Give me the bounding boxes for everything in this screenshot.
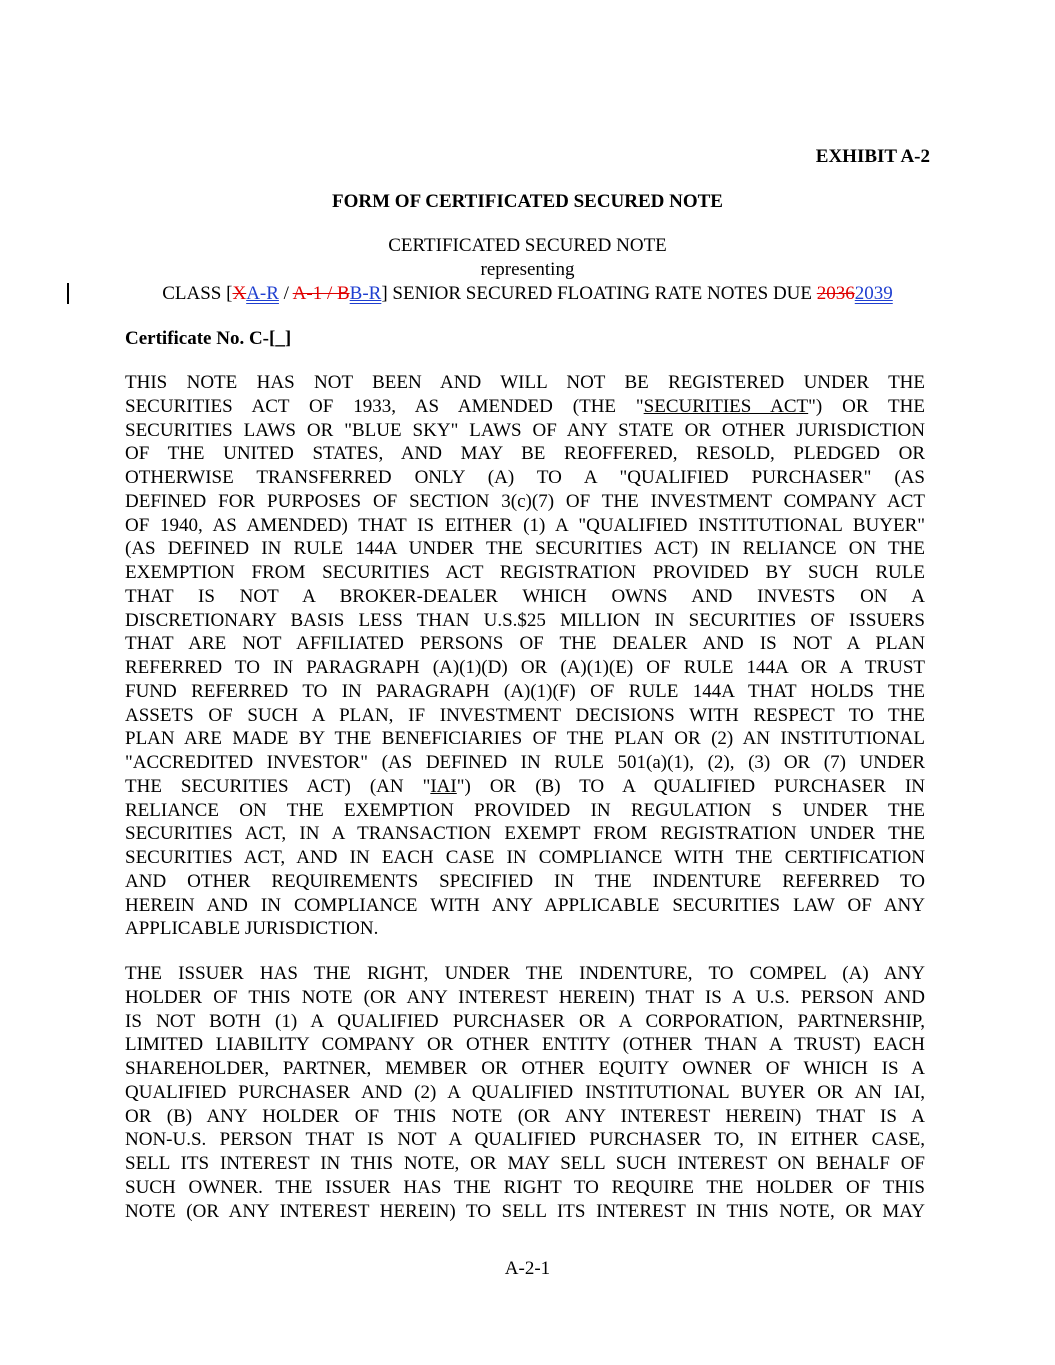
text-line: [125, 751, 925, 775]
representing-label: representing: [480, 259, 575, 280]
text-segment: ") OR (B) TO A QUALIFIED PURCHASER IN: [456, 775, 925, 797]
text-segment: OF THE UNITED STATES, AND MAY BE REOFFERED, RESOLD, PLEDGED OR: [125, 443, 925, 465]
text-segment: OR (B) ANY HOLDER OF THIS NOTE (OR ANY INTEREST HEREIN) THAT IS A: [125, 1105, 925, 1127]
text-segment: DEFINED FOR PURPOSES OF SECTION 3(c)(7) OF THE INVESTMENT COMPANY ACT: [125, 490, 925, 512]
deleted-text: A-1 / B: [292, 283, 350, 304]
text-segment: SHAREHOLDER, PARTNER, MEMBER OR OTHER EQUITY OWNER OF WHICH IS A: [125, 1058, 925, 1079]
inserted-text: 2039: [854, 283, 893, 304]
text-segment: NON-U.S. PERSON THAT IS NOT A QUALIFIED PURCHASER TO, IN EITHER CASE,: [125, 1129, 925, 1151]
text-segment: SECURITIES ACT, AND IN EACH CASE IN COMPLIANCE WITH THE CERTIFICATION: [125, 847, 925, 868]
text-line: [125, 490, 925, 514]
text-line: [125, 894, 925, 918]
text-segment: OTHERWISE TRANSFERRED ONLY (A) TO A "QUALIFIED PURCHASER" (AS: [125, 467, 925, 488]
text-segment: QUALIFIED PURCHASER AND (2) A QUALIFIED INSTITUTIONAL BUYER OR AN IAI,: [125, 1081, 925, 1103]
text-segment: (AS DEFINED IN RULE 144A UNDER THE SECURITIES ACT) IN RELIANCE ON THE: [125, 538, 925, 560]
text-segment: THIS NOTE HAS NOT BEEN AND WILL NOT BE REGISTERED UNDER THE: [125, 372, 925, 393]
text-line: [125, 962, 925, 986]
text-segment: OF 1940, AS AMENDED) THAT IS EITHER (1) A "QUALIFIED INSTITUTIONAL BUYER": [125, 514, 925, 536]
text-line: [125, 799, 925, 823]
text-line: [125, 1033, 925, 1057]
defined-term: SECURITIES ACT: [643, 395, 809, 417]
text-segment: THAT IS NOT A BROKER-DEALER WHICH OWNS AND INVESTS ON A: [125, 585, 925, 607]
text-segment: THAT ARE NOT AFFILIATED PERSONS OF THE DEALER AND IS NOT A PLAN: [125, 633, 925, 655]
text-segment: ") OR THE: [808, 395, 925, 417]
exhibit-label: EXHIBIT A-2: [815, 146, 930, 167]
certificate-number: Certificate No. C-[_]: [125, 328, 292, 349]
text-segment: SUCH OWNER. THE ISSUER HAS THE RIGHT TO REQUIRE THE HOLDER OF THIS: [125, 1176, 925, 1198]
text-segment: AND OTHER REQUIREMENTS SPECIFIED IN THE INDENTURE REFERRED TO: [125, 870, 925, 892]
text-line: [125, 1152, 925, 1176]
page-number: A-2-1: [504, 1258, 551, 1279]
inserted-text: B-R: [349, 283, 382, 304]
text-segment: ASSETS OF SUCH A PLAN, IF INVESTMENT DECISIONS WITH RESPECT TO THE: [125, 704, 925, 726]
text-segment: REFERRED TO IN PARAGRAPH (A)(1)(D) OR (A)(1)(E) OF RULE 144A OR A TRUST: [125, 657, 925, 678]
class-text: /: [278, 283, 293, 304]
text-line: [125, 986, 925, 1010]
text-line: [125, 1010, 925, 1034]
text-line: [125, 419, 925, 443]
text-line: [125, 1057, 925, 1081]
text-line: [125, 1105, 925, 1129]
text-line: [125, 466, 925, 490]
text-line: [125, 561, 925, 585]
text-line: [125, 632, 925, 656]
inserted-text: A-R: [246, 283, 279, 304]
text-line: [125, 846, 925, 870]
text-segment: THE SECURITIES ACT) (AN ": [125, 775, 431, 797]
form-title: FORM OF CERTIFICATED SECURED NOTE: [332, 191, 723, 212]
class-text: CLASS [: [162, 283, 233, 304]
text-segment: HEREIN AND IN COMPLIANCE WITH ANY APPLICABLE SECURITIES LAW OF ANY: [125, 894, 925, 916]
note-title: CERTIFICATED SECURED NOTE: [388, 235, 667, 256]
text-segment: LIMITED LIABILITY COMPANY OR OTHER ENTITY (OTHER THAN A TRUST) EACH: [125, 1034, 925, 1056]
text-line: [125, 870, 925, 894]
text-line: [125, 917, 925, 941]
text-line: [125, 727, 925, 751]
text-line: [125, 371, 925, 395]
legend-paragraph-1: [125, 371, 925, 941]
text-segment: SECURITIES LAWS OR "BLUE SKY" LAWS OF ANY STATE OR OTHER JURISDICTION: [125, 419, 925, 441]
class-text: ] SENIOR SECURED FLOATING RATE NOTES DUE: [381, 283, 817, 304]
text-line: [125, 514, 925, 538]
text-segment: IS NOT BOTH (1) A QUALIFIED PURCHASER OR A CORPORATION, PARTNERSHIP,: [125, 1010, 925, 1032]
text-line: [125, 822, 925, 846]
text-line: [125, 442, 925, 466]
text-segment: "ACCREDITED INVESTOR" (AS DEFINED IN RULE 501(a)(1), (2), (3) OR (7) UNDER: [125, 752, 925, 773]
text-line: [125, 1176, 925, 1200]
text-line: [125, 1128, 925, 1152]
legend-paragraph-2: [125, 962, 925, 1223]
text-line: [125, 609, 925, 633]
text-segment: EXEMPTION FROM SECURITIES ACT REGISTRATION PROVIDED BY SUCH RULE: [125, 562, 925, 583]
text-line: [125, 704, 925, 728]
text-segment: SECURITIES ACT OF 1933, AS AMENDED (THE ": [125, 395, 644, 417]
text-line: [125, 395, 925, 419]
class-line: [0, 283, 1055, 305]
text-segment: NOTE (OR ANY INTEREST HEREIN) TO SELL ITS INTEREST IN THIS NOTE, OR MAY: [125, 1200, 925, 1222]
text-segment: SELL ITS INTEREST IN THIS NOTE, OR MAY SELL SUCH INTEREST ON BEHALF OF: [125, 1153, 925, 1174]
text-line: [125, 775, 925, 799]
text-line: [125, 585, 925, 609]
text-line: [125, 537, 925, 561]
text-segment: SECURITIES ACT, IN A TRANSACTION EXEMPT FROM REGISTRATION UNDER THE: [125, 823, 925, 845]
text-segment: PLAN ARE MADE BY THE BENEFICIARIES OF THE PLAN OR (2) AN INSTITUTIONAL: [125, 728, 925, 750]
text-segment: HOLDER OF THIS NOTE (OR ANY INTEREST HEREIN) THAT IS A U.S. PERSON AND: [125, 986, 925, 1008]
text-segment: DISCRETIONARY BASIS LESS THAN U.S.$25 MILLION IN SECURITIES OF ISSUERS: [125, 609, 925, 631]
text-segment: FUND REFERRED TO IN PARAGRAPH (A)(1)(F) OF RULE 144A THAT HOLDS THE: [125, 680, 925, 702]
text-segment: RELIANCE ON THE EXEMPTION PROVIDED IN REGULATION S UNDER THE: [125, 799, 925, 821]
text-line: [125, 1081, 925, 1105]
text-segment: THE ISSUER HAS THE RIGHT, UNDER THE INDENTURE, TO COMPEL (A) ANY: [125, 963, 925, 984]
defined-term: IAI: [430, 775, 457, 797]
deleted-text: X: [232, 283, 247, 304]
text-line: [125, 680, 925, 704]
text-line: [125, 656, 925, 680]
text-line: [125, 1200, 925, 1224]
deleted-text: 2036: [816, 283, 855, 304]
text-segment: APPLICABLE JURISDICTION.: [125, 918, 379, 940]
